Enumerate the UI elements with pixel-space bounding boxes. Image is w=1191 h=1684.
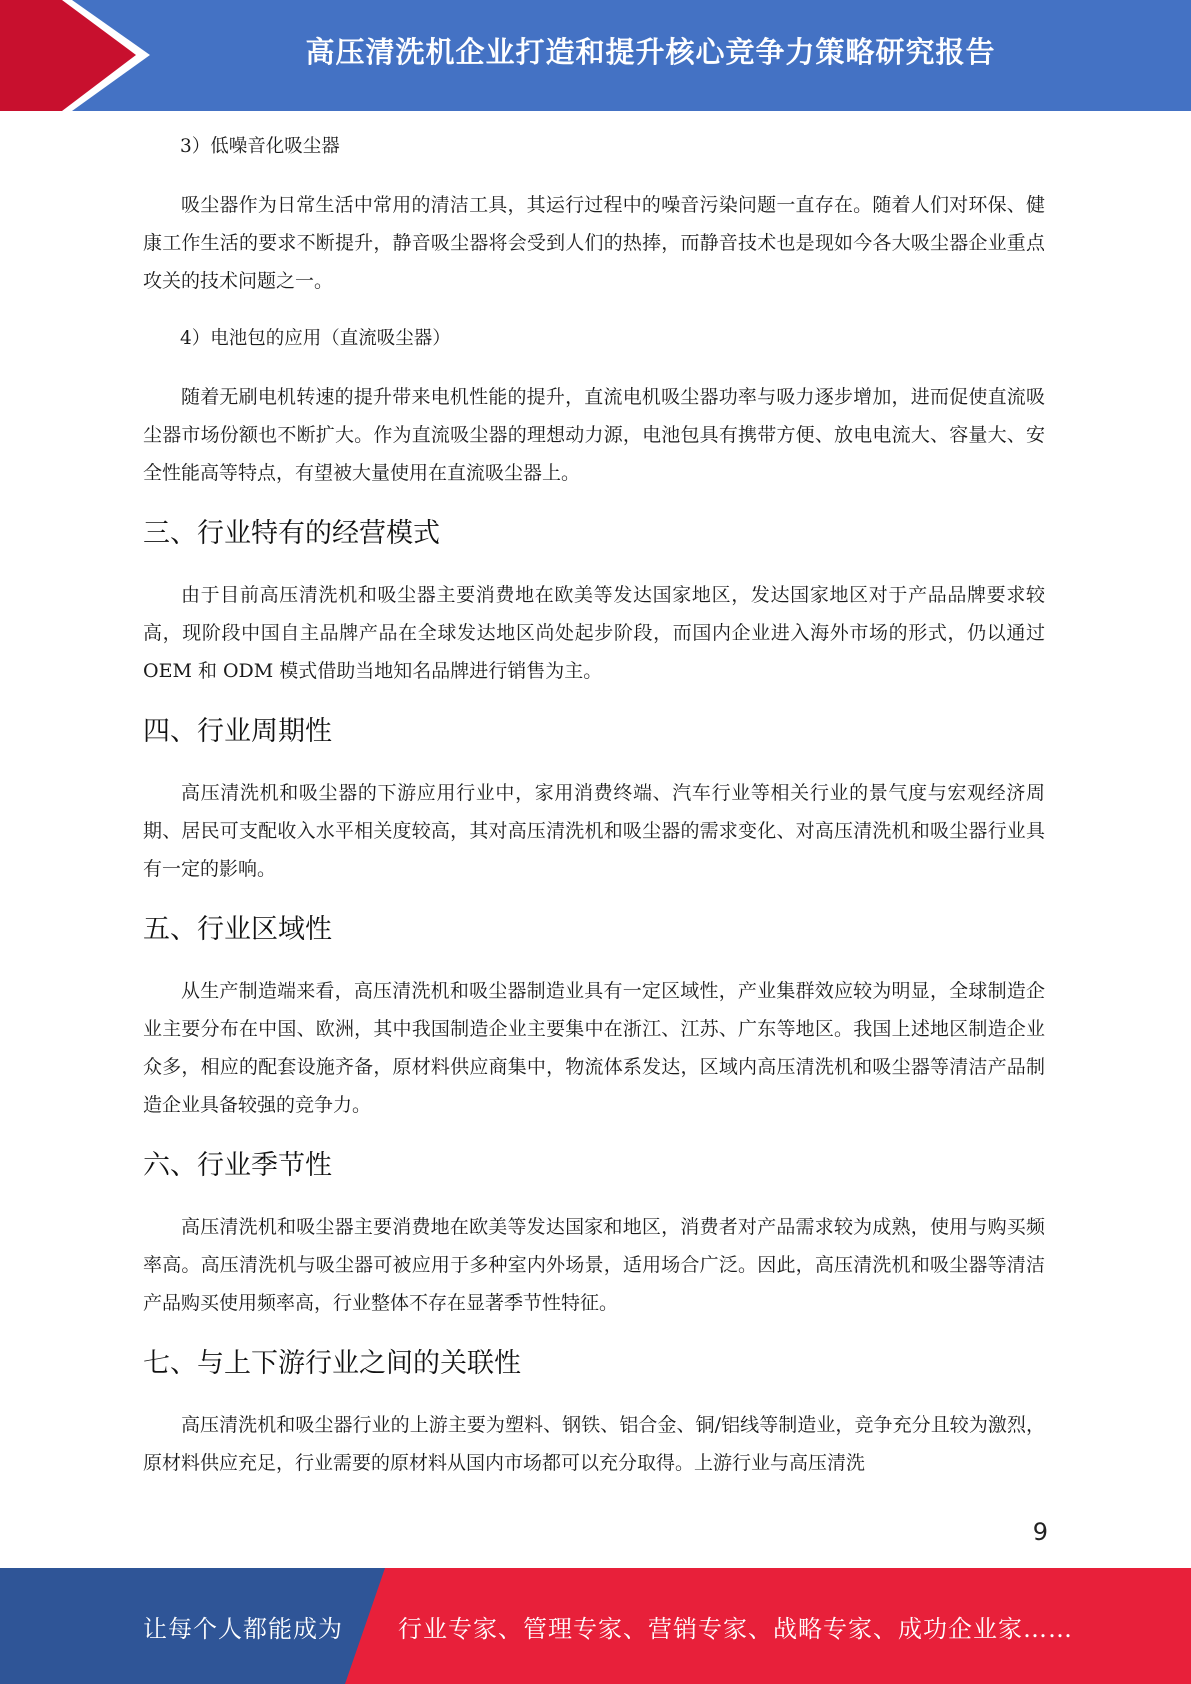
header-chevron-icon xyxy=(0,0,160,111)
section3-heading: 三、行业特有的经营模式 xyxy=(143,518,440,549)
page-header xyxy=(0,0,1191,111)
section5-heading: 五、行业区域性 xyxy=(143,914,332,945)
section4-paragraph: 高压清洗机和吸尘器的下游应用行业中，家用消费终端、汽车行业等相关行业的景气度与宏观经济周期、居民可支配收入水平相关度较高，其对高压清洗机和吸尘器的需求变化、对高压清洗机和吸尘器行业具有一定的影响。 xyxy=(143,782,1045,880)
page-footer xyxy=(0,1568,1191,1684)
section7-heading: 七、与上下游行业之间的关联性 xyxy=(143,1348,521,1379)
section4-heading: 四、行业周期性 xyxy=(143,716,332,747)
item4-title: 4）电池包的应用（直流吸尘器） xyxy=(180,328,451,349)
section6-heading: 六、行业季节性 xyxy=(143,1150,332,1181)
section5-paragraph: 从生产制造端来看，高压清洗机和吸尘器制造业具有一定区域性，产业集群效应较为明显，全球制造企业主要分布在中国、欧洲，其中我国制造企业主要集中在浙江、江苏、广东等地区。我国上述地区制造企业众多，相应的配套设施齐备，原材料供应商集中，物流体系发达，区域内高压清洗机和吸尘器等清洁产品制造企业具备较强的竞争力。 xyxy=(143,980,1045,1116)
footer-slogan-left: 让每个人都能成为 xyxy=(143,1614,343,1643)
item4-paragraph: 随着无刷电机转速的提升带来电机性能的提升，直流电机吸尘器功率与吸力逐步增加，进而促使直流吸尘器市场份额也不断扩大。作为直流吸尘器的理想动力源，电池包具有携带方便、放电电流大、容量大、安全性能高等特点，有望被大量使用在直流吸尘器上。 xyxy=(143,386,1045,484)
section6-paragraph: 高压清洗机和吸尘器主要消费地在欧美等发达国家和地区，消费者对产品需求较为成熟，使用与购买频率高。高压清洗机与吸尘器可被应用于多种室内外场景，适用场合广泛。因此，高压清洗机和吸尘器等清洁产品购买使用频率高，行业整体不存在显著季节性特征。 xyxy=(143,1216,1045,1314)
item3-title: 3）低噪音化吸尘器 xyxy=(180,136,340,157)
section3-paragraph: 由于目前高压清洗机和吸尘器主要消费地在欧美等发达国家地区，发达国家地区对于产品品牌要求较高，现阶段中国自主品牌产品在全球发达地区尚处起步阶段，而国内企业进入海外市场的形式，仍以通过 OEM 和 ODM 模式借助当地知名品牌进行销售为主。 xyxy=(143,584,1045,682)
page-body xyxy=(143,128,1045,1482)
section7-paragraph: 高压清洗机和吸尘器行业的上游主要为塑料、钢铁、铝合金、铜/铝线等制造业，竞争充分且较为激烈，原材料供应充足，行业需要的原材料从国内市场都可以充分取得。上游行业与高压清洗 xyxy=(143,1414,1045,1474)
report-title: 高压清洗机企业打造和提升核心竞争力策略研究报告 xyxy=(305,34,996,69)
page-number: 9 xyxy=(1032,1518,1048,1546)
footer-slogan-right: 行业专家、管理专家、营销专家、战略专家、成功企业家…… xyxy=(398,1614,1073,1643)
item3-paragraph: 吸尘器作为日常生活中常用的清洁工具，其运行过程中的噪音污染问题一直存在。随着人们对环保、健康工作生活的要求不断提升，静音吸尘器将会受到人们的热捧，而静音技术也是现如今各大吸尘器企业重点攻关的技术问题之一。 xyxy=(143,194,1045,292)
